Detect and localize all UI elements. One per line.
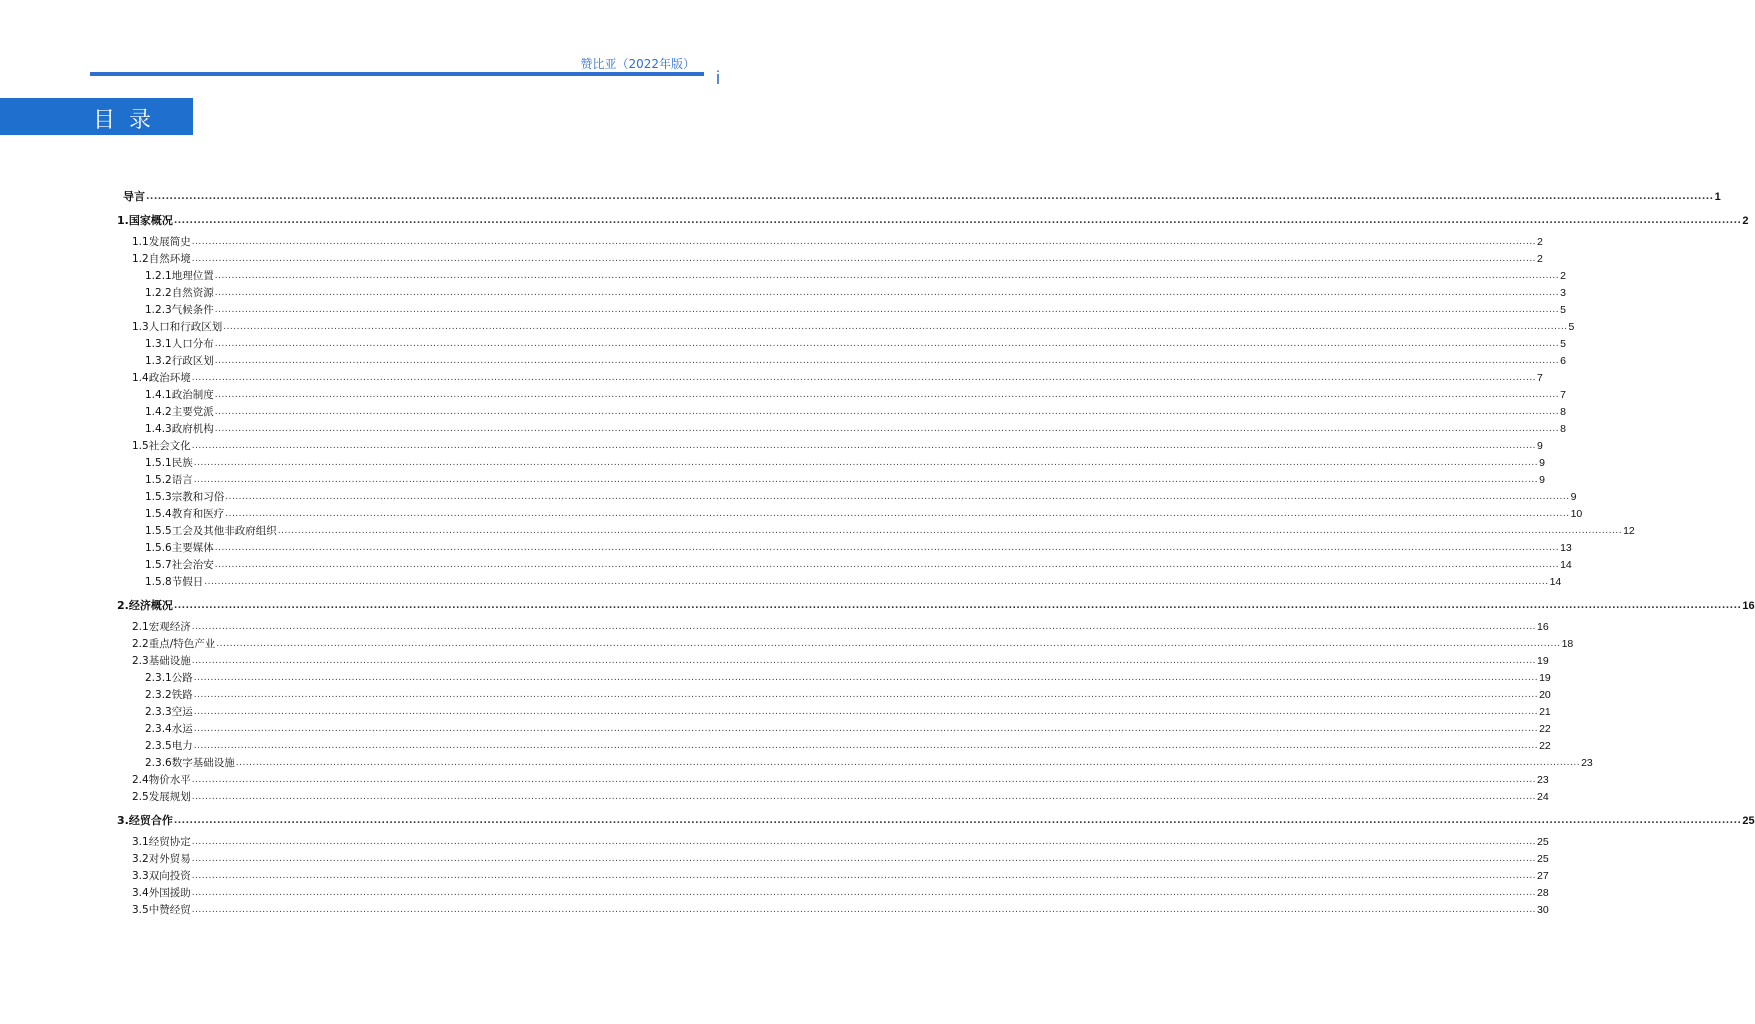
toc-entry-number: 1.4 [132, 372, 149, 384]
toc-dot-leader: ................................................................................................................................................................................................................................................................................................................................................................................................................ [214, 560, 1560, 570]
toc-entry-label: 水运 [171, 723, 193, 735]
toc-entry-label: 导言 [123, 190, 145, 203]
toc-section-entry[interactable] [145, 405, 1566, 419]
toc-dot-leader: ................................................................................................................................................................................................................................................................................................................................................................................................................ [191, 792, 1537, 802]
toc-entry-page: 2 [1537, 253, 1543, 265]
toc-entry-page: 7 [1537, 372, 1543, 384]
toc-dot-leader: ................................................................................................................................................................................................................................................................................................................................................................................................................ [191, 837, 1537, 847]
toc-entry-number: 2.5 [132, 791, 149, 803]
toc-entry-label: 经贸合作 [128, 814, 173, 827]
toc-entry-label: 双向投资 [148, 870, 191, 882]
toc-entry-label: 政府机构 [171, 423, 214, 435]
toc-dot-leader: ................................................................................................................................................................................................................................................................................................................................................................................................................ [214, 407, 1560, 417]
toc-section-entry[interactable] [145, 705, 1551, 719]
toc-entry-label: 经济概况 [128, 599, 173, 612]
toc-entry-label: 民族 [171, 457, 193, 469]
toc-entry-page: 10 [1570, 508, 1583, 520]
toc-section-entry[interactable] [145, 541, 1572, 555]
toc-section-entry[interactable] [145, 507, 1583, 521]
toc-entry-number: 2.3.5 [145, 740, 172, 752]
toc-entry-number: 1.5.1 [145, 457, 172, 469]
section-title: 目录 [93, 108, 166, 133]
toc-entry-page: 28 [1537, 887, 1549, 899]
toc-dot-leader: ................................................................................................................................................................................................................................................................................................................................................................................................................ [191, 373, 1537, 383]
toc-entry-label: 空运 [171, 706, 193, 718]
toc-chapter-entry[interactable] [123, 190, 1721, 204]
toc-section-entry[interactable] [132, 790, 1549, 804]
toc-dot-leader: ................................................................................................................................................................................................................................................................................................................................................................................................................ [173, 601, 1742, 611]
toc-section-entry[interactable] [145, 558, 1572, 572]
toc-section-entry[interactable] [145, 337, 1566, 351]
toc-section-entry[interactable] [132, 371, 1543, 385]
toc-entry-page: 2 [1537, 236, 1543, 248]
toc-dot-leader: ................................................................................................................................................................................................................................................................................................................................................................................................................ [191, 905, 1537, 915]
toc-dot-leader: ................................................................................................................................................................................................................................................................................................................................................................................................................ [193, 458, 1539, 468]
toc-section-entry[interactable] [145, 722, 1551, 736]
toc-entry-number: 1. [117, 214, 129, 227]
toc-section-entry[interactable] [145, 756, 1593, 770]
toc-dot-leader: ................................................................................................................................................................................................................................................................................................................................................................................................................ [191, 888, 1537, 898]
toc-entry-label: 对外贸易 [148, 853, 191, 865]
toc-entry-number: 1.5.3 [145, 491, 172, 503]
toc-entry-number: 2.3 [132, 655, 149, 667]
page-number: i [716, 68, 720, 88]
toc-dot-leader: ................................................................................................................................................................................................................................................................................................................................................................................................................ [173, 216, 1742, 226]
toc-entry-page: 25 [1742, 815, 1755, 827]
toc-entry-number: 1.5.2 [145, 474, 172, 486]
toc-section-entry[interactable] [132, 852, 1549, 866]
toc-entry-number: 1.5.6 [145, 542, 172, 554]
toc-entry-page: 12 [1623, 525, 1635, 537]
toc-dot-leader: ................................................................................................................................................................................................................................................................................................................................................................................................................ [193, 673, 1539, 683]
toc-section-entry[interactable] [132, 235, 1543, 249]
toc-entry-label: 国家概况 [128, 214, 173, 227]
toc-entry-number: 2.3.6 [145, 757, 172, 769]
toc-entry-label: 行政区划 [171, 355, 214, 367]
toc-entry-number: 3.5 [132, 904, 149, 916]
toc-entry-number: 3.2 [132, 853, 149, 865]
toc-entry-label: 发展简史 [148, 236, 191, 248]
toc-section-entry[interactable] [145, 286, 1566, 300]
toc-dot-leader: ................................................................................................................................................................................................................................................................................................................................................................................................................ [191, 254, 1537, 264]
toc-dot-leader: ................................................................................................................................................................................................................................................................................................................................................................................................................ [193, 707, 1539, 717]
toc-dot-leader: ................................................................................................................................................................................................................................................................................................................................................................................................................ [214, 390, 1560, 400]
toc-section-entry[interactable] [132, 869, 1549, 883]
toc-entry-page: 8 [1560, 423, 1566, 435]
toc-dot-leader: ................................................................................................................................................................................................................................................................................................................................................................................................................ [191, 441, 1537, 451]
toc-entry-label: 节假日 [171, 576, 204, 588]
toc-dot-leader: ................................................................................................................................................................................................................................................................................................................................................................................................................ [214, 271, 1560, 281]
toc-entry-page: 25 [1537, 836, 1549, 848]
toc-dot-leader: ................................................................................................................................................................................................................................................................................................................................................................................................................ [214, 543, 1560, 553]
toc-entry-number: 1.3 [132, 321, 149, 333]
toc-section-entry[interactable] [132, 252, 1543, 266]
toc-entry-number: 2.3.1 [145, 672, 172, 684]
toc-entry-number: 1.5 [132, 440, 149, 452]
toc-section-entry[interactable] [145, 422, 1566, 436]
toc-entry-label: 重点/特色产业 [148, 638, 216, 650]
toc-entry-number: 1.1 [132, 236, 149, 248]
toc-dot-leader: ................................................................................................................................................................................................................................................................................................................................................................................................................ [193, 724, 1539, 734]
toc-dot-leader: ................................................................................................................................................................................................................................................................................................................................................................................................................ [146, 192, 1714, 202]
toc-entry-page: 30 [1537, 904, 1549, 916]
toc-entry-number: 2.1 [132, 621, 149, 633]
toc-entry-page: 13 [1560, 542, 1572, 554]
toc-section-entry[interactable] [132, 886, 1549, 900]
toc-dot-leader: ................................................................................................................................................................................................................................................................................................................................................................................................................ [214, 305, 1560, 315]
toc-section-entry[interactable] [145, 671, 1551, 685]
toc-section-entry[interactable] [145, 473, 1545, 487]
toc-section-entry[interactable] [132, 654, 1549, 668]
toc-dot-leader: ................................................................................................................................................................................................................................................................................................................................................................................................................ [191, 622, 1537, 632]
toc-section-entry[interactable] [145, 456, 1545, 470]
toc-entry-label: 政治环境 [148, 372, 191, 384]
toc-entry-number: 1.4.3 [145, 423, 172, 435]
toc-entry-label: 外国援助 [148, 887, 191, 899]
toc-dot-leader: ................................................................................................................................................................................................................................................................................................................................................................................................................ [214, 424, 1560, 434]
toc-entry-label: 数字基础设施 [171, 757, 235, 769]
toc-dot-leader: ................................................................................................................................................................................................................................................................................................................................................................................................................ [277, 526, 1623, 536]
toc-entry-label: 铁路 [171, 689, 193, 701]
toc-dot-leader: ................................................................................................................................................................................................................................................................................................................................................................................................................ [191, 237, 1537, 247]
toc-dot-leader: ................................................................................................................................................................................................................................................................................................................................................................................................................ [214, 356, 1560, 366]
toc-section-entry[interactable] [145, 388, 1566, 402]
toc-entry-page: 5 [1560, 338, 1566, 350]
toc-entry-page: 8 [1560, 406, 1566, 418]
toc-entry-page: 5 [1568, 321, 1575, 333]
toc-entry-label: 教育和医疗 [171, 508, 225, 520]
toc-entry-page: 22 [1539, 723, 1551, 735]
toc-dot-leader: ................................................................................................................................................................................................................................................................................................................................................................................................................ [193, 475, 1539, 485]
toc-entry-page: 2 [1742, 215, 1749, 227]
toc-section-entry[interactable] [145, 739, 1551, 753]
toc-entry-label: 政治制度 [171, 389, 214, 401]
toc-entry-page: 2 [1560, 270, 1566, 282]
toc-entry-label: 地理位置 [171, 270, 214, 282]
toc-dot-leader: ................................................................................................................................................................................................................................................................................................................................................................................................................ [214, 339, 1560, 349]
toc-section-entry[interactable] [145, 303, 1566, 317]
toc-dot-leader: ................................................................................................................................................................................................................................................................................................................................................................................................................ [225, 492, 1570, 502]
toc-entry-label: 发展规划 [148, 791, 191, 803]
toc-entry-label: 人口分布 [171, 338, 214, 350]
toc-entry-number: 1.5.7 [145, 559, 172, 571]
toc-entry-label: 物价水平 [148, 774, 191, 786]
toc-entry-page: 23 [1537, 774, 1549, 786]
toc-entry-label: 人口和行政区划 [148, 321, 223, 333]
toc-entry-label: 工会及其他非政府组织 [171, 525, 277, 537]
toc-section-entry[interactable] [145, 354, 1566, 368]
toc-dot-leader: ................................................................................................................................................................................................................................................................................................................................................................................................................ [216, 639, 1561, 649]
toc-entry-label: 自然资源 [171, 287, 214, 299]
toc-dot-leader: ................................................................................................................................................................................................................................................................................................................................................................................................................ [191, 775, 1537, 785]
toc-section-entry[interactable] [132, 835, 1549, 849]
toc-entry-number: 2.2 [132, 638, 149, 650]
toc-entry-label: 中赞经贸 [148, 904, 191, 916]
toc-entry-page: 1 [1714, 191, 1721, 203]
toc-dot-leader: ................................................................................................................................................................................................................................................................................................................................................................................................................ [235, 758, 1581, 768]
toc-section-entry[interactable] [132, 773, 1549, 787]
toc-entry-page: 25 [1537, 853, 1549, 865]
toc-dot-leader: ................................................................................................................................................................................................................................................................................................................................................................................................................ [225, 509, 1570, 519]
toc-entry-label: 语言 [171, 474, 193, 486]
toc-dot-leader: ................................................................................................................................................................................................................................................................................................................................................................................................................ [173, 816, 1742, 826]
toc-entry-label: 电力 [171, 740, 193, 752]
toc-entry-number: 1.5.8 [145, 576, 172, 588]
toc-entry-page: 22 [1539, 740, 1551, 752]
toc-dot-leader: ................................................................................................................................................................................................................................................................................................................................................................................................................ [191, 656, 1537, 666]
toc-entry-page: 7 [1560, 389, 1566, 401]
toc-chapter-entry[interactable] [117, 214, 1749, 228]
toc-section-entry[interactable] [132, 320, 1575, 334]
toc-dot-leader: ................................................................................................................................................................................................................................................................................................................................................................................................................ [204, 577, 1549, 587]
toc-entry-label: 主要党派 [171, 406, 214, 418]
toc-section-entry[interactable] [145, 575, 1562, 589]
toc-entry-number: 2.3.4 [145, 723, 172, 735]
toc-entry-number: 2.4 [132, 774, 149, 786]
toc-section-entry[interactable] [132, 620, 1549, 634]
toc-entry-label: 公路 [171, 672, 193, 684]
toc-entry-page: 14 [1549, 576, 1562, 588]
toc-section-entry[interactable] [145, 490, 1577, 504]
toc-entry-page: 5 [1560, 304, 1566, 316]
toc-entry-number: 1.5.4 [145, 508, 172, 520]
toc-entry-number: 1.2 [132, 253, 149, 265]
toc-dot-leader: ................................................................................................................................................................................................................................................................................................................................................................................................................ [223, 322, 1568, 332]
toc-entry-number: 3.3 [132, 870, 149, 882]
toc-entry-number: 1.3.1 [145, 338, 172, 350]
toc-dot-leader: ................................................................................................................................................................................................................................................................................................................................................................................................................ [191, 871, 1537, 881]
toc-entry-number: 3.1 [132, 836, 149, 848]
toc-entry-page: 16 [1537, 621, 1549, 633]
toc-entry-number: 3. [117, 814, 129, 827]
toc-entry-page: 6 [1560, 355, 1566, 367]
toc-entry-page: 20 [1539, 689, 1551, 701]
toc-chapter-entry[interactable] [117, 599, 1755, 613]
toc-section-entry[interactable] [145, 688, 1551, 702]
toc-entry-number: 2.3.2 [145, 689, 172, 701]
toc-entry-number: 1.4.2 [145, 406, 172, 418]
toc-entry-number: 1.4.1 [145, 389, 172, 401]
toc-entry-number: 3.4 [132, 887, 149, 899]
toc-dot-leader: ................................................................................................................................................................................................................................................................................................................................................................................................................ [191, 854, 1537, 864]
toc-section-entry[interactable] [145, 524, 1635, 538]
toc-entry-label: 基础设施 [148, 655, 191, 667]
toc-entry-page: 9 [1539, 474, 1545, 486]
toc-entry-page: 21 [1539, 706, 1551, 718]
toc-entry-label: 社会文化 [148, 440, 191, 452]
toc-entry-page: 19 [1539, 672, 1551, 684]
toc-entry-label: 宗教和习俗 [171, 491, 225, 503]
toc-dot-leader: ................................................................................................................................................................................................................................................................................................................................................................................................................ [193, 741, 1539, 751]
running-header-title: 赞比亚（2022年版） [580, 57, 695, 71]
toc-entry-page: 16 [1742, 600, 1755, 612]
toc-entry-page: 3 [1560, 287, 1566, 299]
toc-entry-number: 1.2.1 [145, 270, 172, 282]
toc-chapter-entry[interactable] [117, 814, 1755, 828]
toc-entry-number: 1.2.3 [145, 304, 172, 316]
toc-section-entry[interactable] [132, 637, 1574, 651]
toc-entry-page: 24 [1537, 791, 1549, 803]
toc-section-entry[interactable] [132, 439, 1543, 453]
toc-entry-page: 19 [1537, 655, 1549, 667]
toc-entry-page: 27 [1537, 870, 1549, 882]
toc-entry-label: 主要媒体 [171, 542, 214, 554]
toc-entry-label: 气候条件 [171, 304, 214, 316]
toc-entry-page: 9 [1539, 457, 1545, 469]
toc-entry-page: 23 [1581, 757, 1593, 769]
toc-entry-number: 1.3.2 [145, 355, 172, 367]
toc-dot-leader: ................................................................................................................................................................................................................................................................................................................................................................................................................ [214, 288, 1560, 298]
toc-entry-label: 自然环境 [148, 253, 191, 265]
toc-section-entry[interactable] [132, 903, 1549, 917]
toc-entry-label: 宏观经济 [148, 621, 191, 633]
toc-entry-number: 2.3.3 [145, 706, 172, 718]
toc-dot-leader: ................................................................................................................................................................................................................................................................................................................................................................................................................ [193, 690, 1539, 700]
toc-entry-label: 经贸协定 [148, 836, 191, 848]
toc-entry-number: 1.2.2 [145, 287, 172, 299]
toc-section-entry[interactable] [145, 269, 1566, 283]
toc-entry-page: 14 [1560, 559, 1572, 571]
toc-entry-page: 9 [1537, 440, 1543, 452]
toc-entry-label: 社会治安 [171, 559, 214, 571]
toc-entry-number: 1.5.5 [145, 525, 172, 537]
toc-entry-number: 2. [117, 599, 129, 612]
toc-entry-page: 9 [1570, 491, 1577, 503]
toc-entry-page: 18 [1561, 638, 1574, 650]
